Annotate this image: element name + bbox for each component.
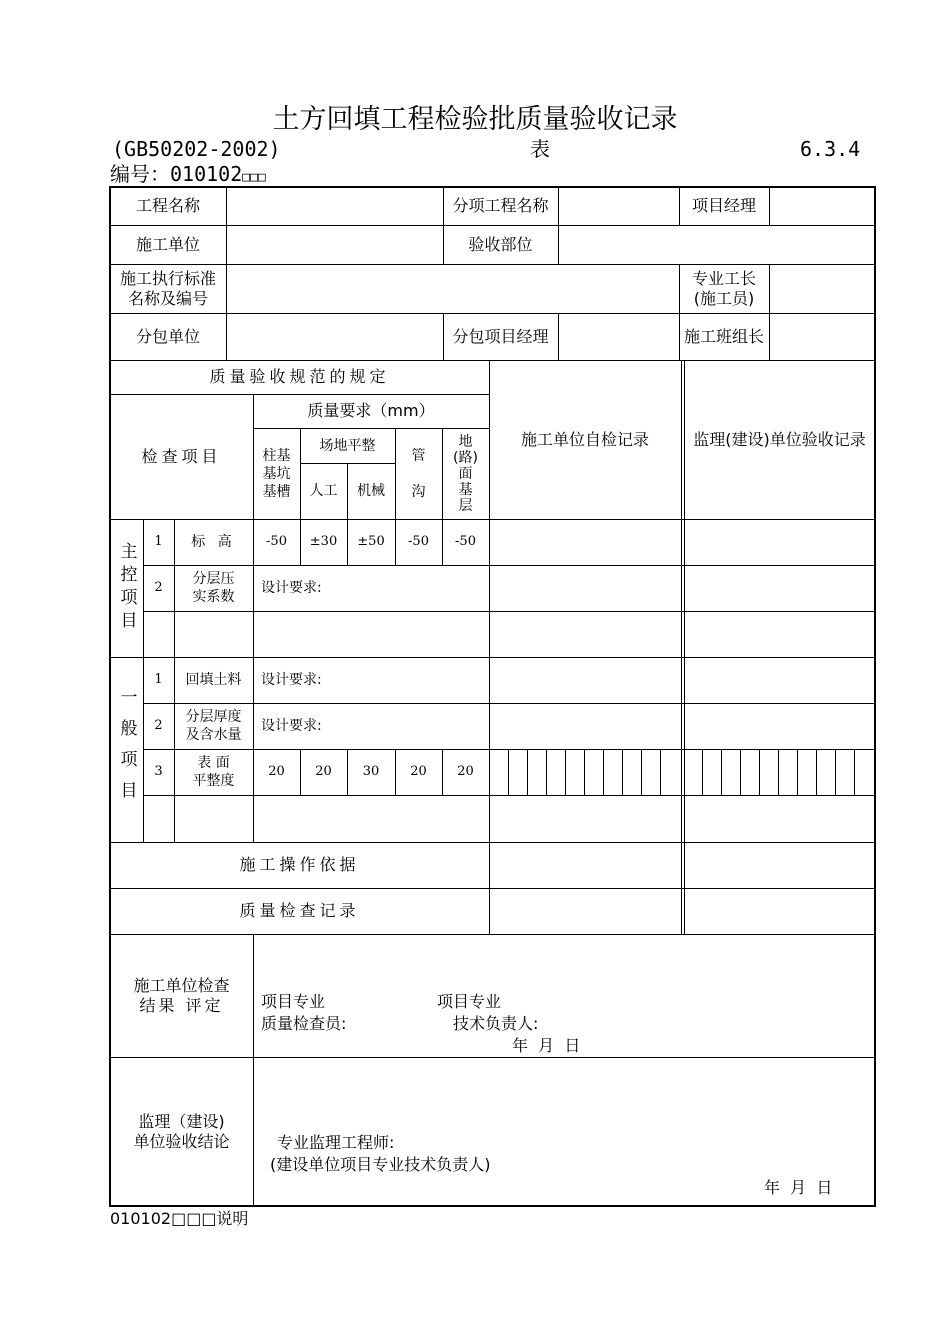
general-row-3-no: 3 [154,764,163,779]
general-row-1-name: 回填土料 [185,672,242,688]
foreman-label [679,264,769,313]
main-row-2-no: 2 [154,580,163,595]
owner-tech-lead: (建设单位项目专业技术负责人) [270,1155,491,1174]
supervision-conclusion-label [110,1057,253,1206]
table-number: 6.3.4 [800,137,861,161]
subitem-name-label: 分项工程名称 [452,196,549,215]
standard-label [110,264,226,313]
general-row-3-value-road: 20 [457,764,474,779]
record-code-label: 编号：010102 [110,162,243,186]
col-road-label: 地 (路) 面 基 层 [453,433,478,514]
construction-result-line1: 施工单位检查 [133,975,230,995]
page-title: 土方回填工程检验批质量验收记录 [272,104,678,135]
general-row-2-design: 设计要求: [261,718,322,734]
construction-result-line2: 结果 评定 [139,995,224,1015]
supervision-conclusion-line2: 单位验收结论 [133,1131,230,1151]
acceptance-part-label: 验收部位 [468,234,533,254]
main-row-1-value-road: -50 [455,534,476,549]
col-pipe-label: 管 沟 [411,447,426,500]
supervision-record-label: 监理(建设)单位验收记录 [693,429,866,449]
general-row-2-name: 分层厚度 及含水量 [185,709,242,743]
main-row-2-name: 分层压 实系数 [192,571,235,605]
inspector-line1: 项目专业 [261,992,326,1011]
spec-section-title: 质量验收规范的规定 [209,367,390,386]
general-row-3-value-pipe: 20 [410,764,427,779]
general-row-1-no: 1 [154,672,163,687]
operation-basis-label: 施工操作依据 [239,855,360,874]
main-row-2-design: 设计要求: [261,580,322,596]
general-row-3-value-pit: 20 [268,764,285,779]
project-name-label: 工程名称 [135,196,200,215]
supervision-engineer: 专业监理工程师: [277,1133,395,1152]
general-row-3-name: 表 面 平整度 [192,755,235,789]
col-manual-label: 人工 [309,483,338,499]
construction-result-date: 年 月 日 [512,1036,581,1055]
construction-result-label [110,934,253,1057]
subcontract-manager-label: 分包项目经理 [452,326,549,346]
footnote: 010102□□□说明 [110,1209,249,1228]
main-row-1-value-manual: ±30 [309,534,338,549]
standard-label-line1: 施工执行标准 [119,268,216,288]
general-row-3-value-machine: 30 [362,764,380,779]
main-row-1-value-pipe: -50 [408,534,429,549]
main-row-1-value-pit: -50 [266,534,287,549]
quality-record-label: 质量检查记录 [239,901,360,920]
tech-lead-line2: 技术负责人: [453,1014,539,1033]
supervision-date: 年 月 日 [764,1178,833,1197]
standard-reference: (GB50202-2002) [112,137,281,161]
col-machine-label: 机械 [357,483,385,499]
subcontract-unit-label: 分包单位 [135,326,200,346]
main-items-label: 主控项目 [116,542,137,634]
general-row-2-no: 2 [154,718,163,733]
table-word: 表 [530,137,550,161]
standard-label-line2: 名称及编号 [127,288,208,308]
tech-lead-line1: 项目专业 [437,992,502,1011]
self-check-label: 施工单位自检记录 [520,429,649,449]
foreman-label-line2: (施工员) [693,288,755,308]
col-site-label: 场地平整 [319,437,376,454]
inspection-items-label: 检查项目 [141,446,222,466]
team-leader-label: 施工班组长 [683,326,764,346]
quality-requirement-label: 质量要求（mm） [307,401,435,420]
foreman-label-line1: 专业工长 [691,268,756,288]
supervision-conclusion-line1: 监理（建设) [138,1111,225,1131]
main-row-1-no: 1 [154,534,163,549]
main-row-1-name: 标 高 [191,534,236,550]
project-manager-label: 项目经理 [691,196,756,215]
record-code-boxes: □□□ [242,170,266,185]
construction-unit-label: 施工单位 [135,234,200,254]
inspector-line2: 质量检查员: [261,1014,347,1033]
general-row-1-design: 设计要求: [261,672,322,688]
general-row-3-value-manual: 20 [315,764,332,779]
col-pit-label: 柱基 基坑 基槽 [262,447,291,500]
main-row-1-value-machine: ±50 [357,534,385,549]
general-items-label: 一般项目 [116,687,137,812]
